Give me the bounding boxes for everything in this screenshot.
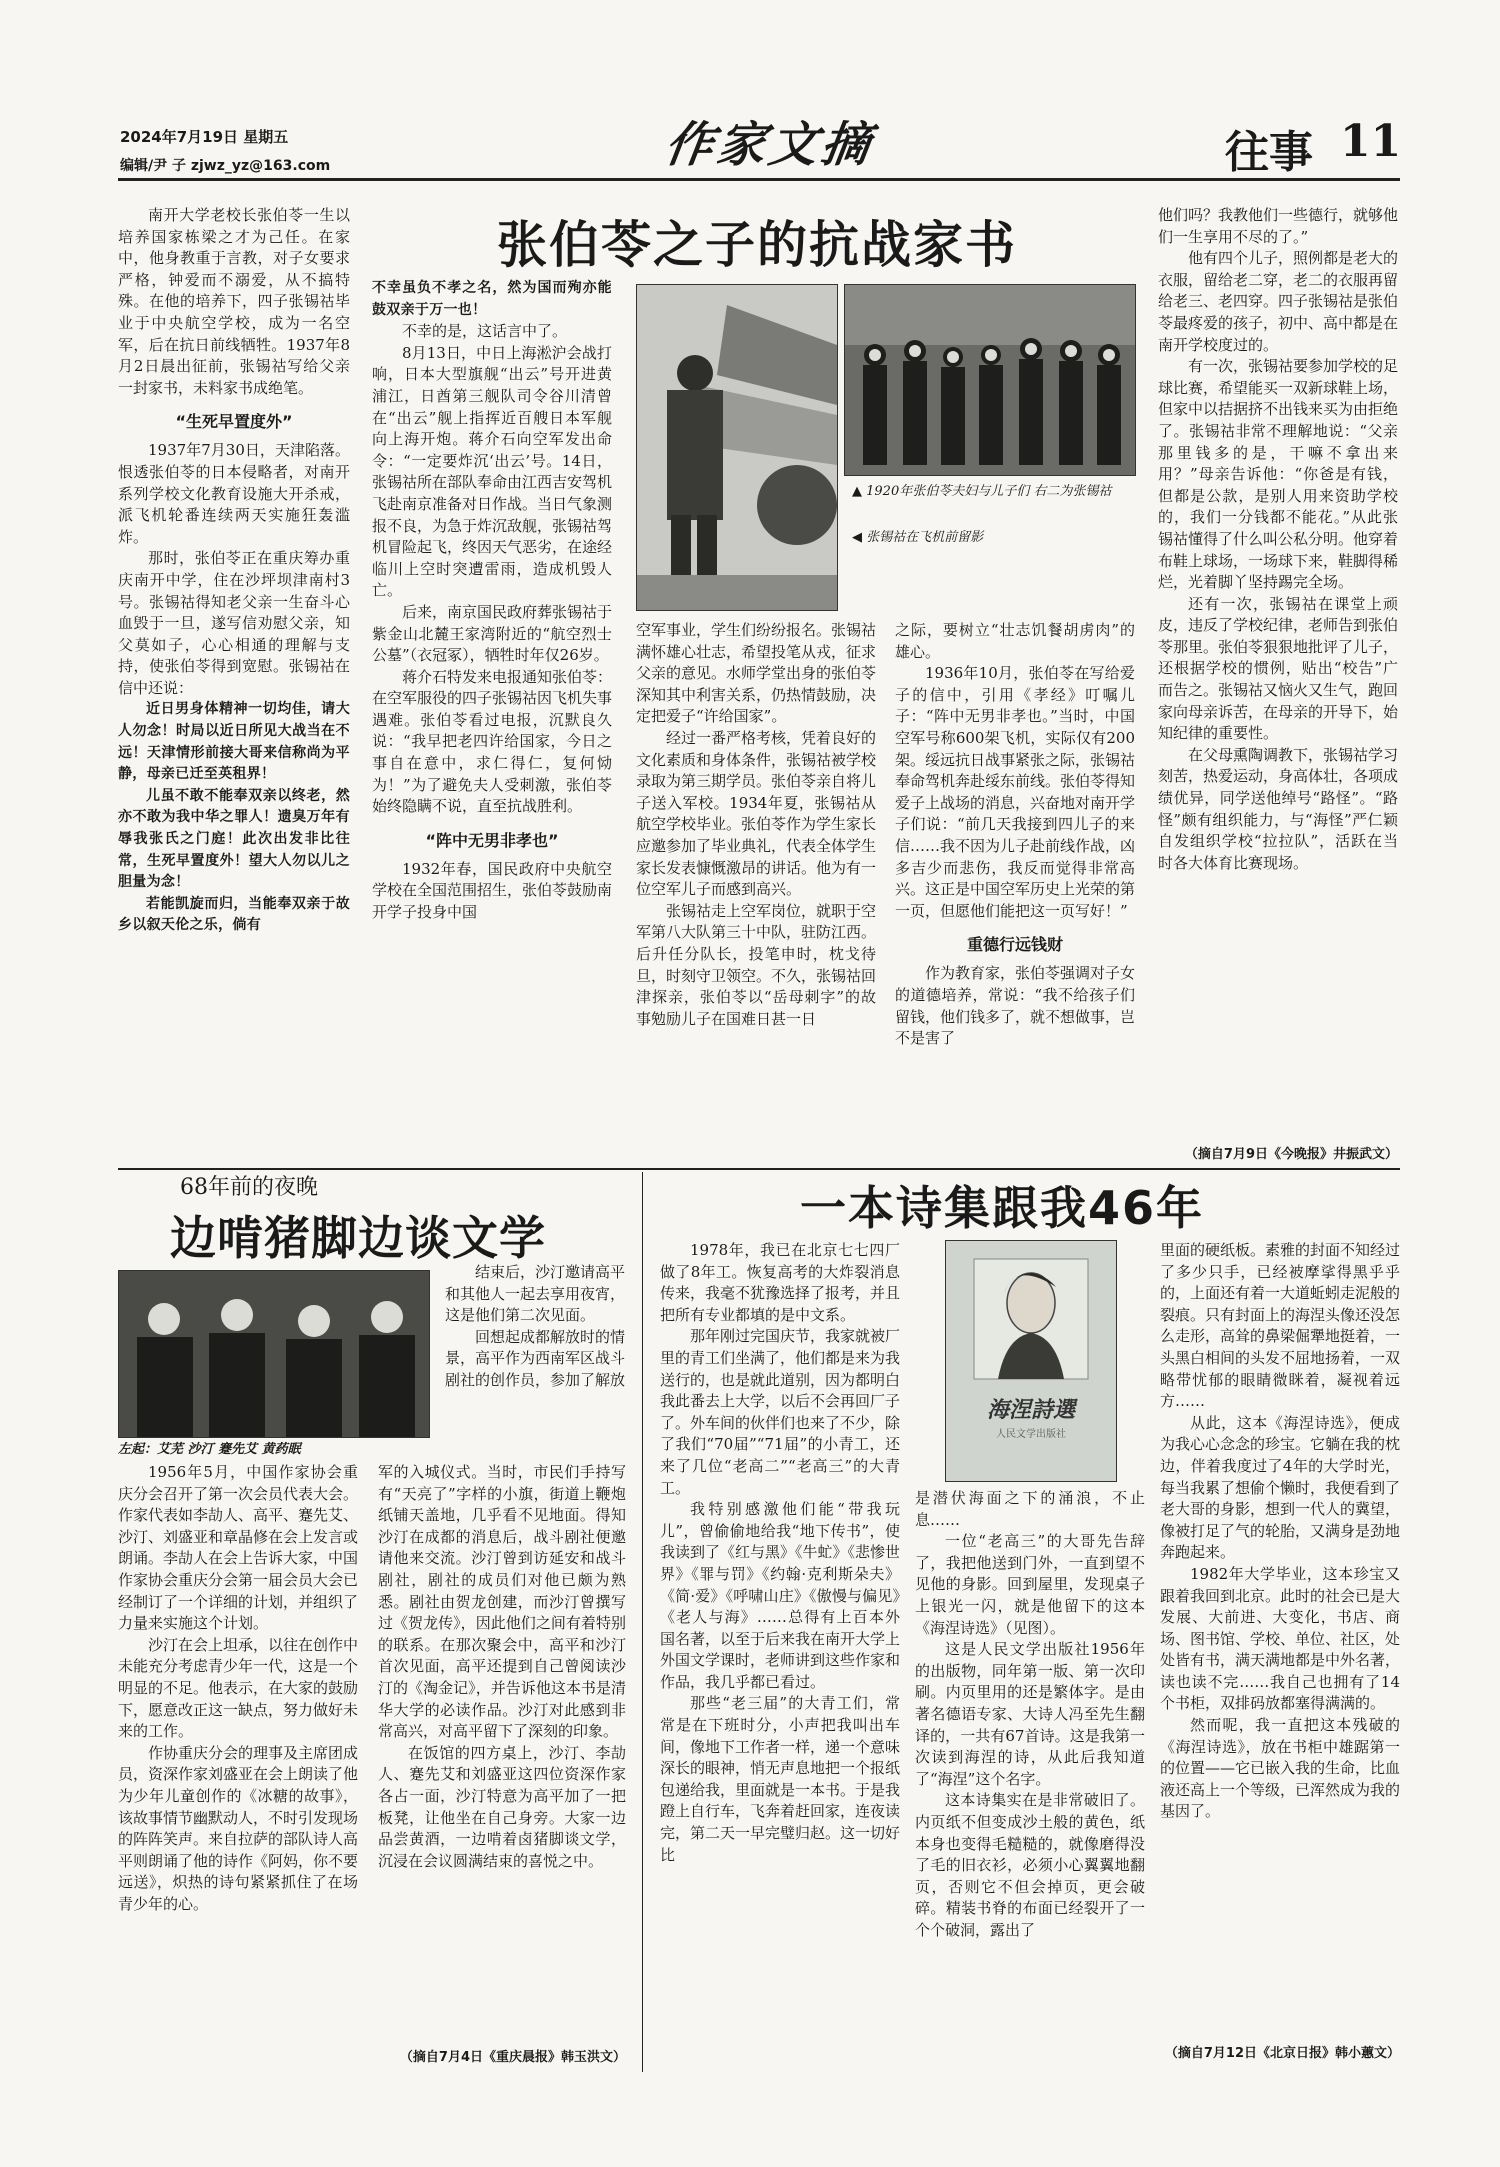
subheading: “生死早置度外” <box>175 412 293 432</box>
book-cover-heine <box>945 1240 1117 1482</box>
book-title: 海涅詩選 <box>986 1397 1075 1423</box>
article2-kicker: 68年前的夜晚 <box>180 1175 318 1200</box>
header-rule <box>118 178 1400 181</box>
photo-family-1920 <box>844 284 1136 476</box>
article2-col-right-top: 结束后，沙汀邀请高平和其他人一起去享用夜宵，这是他们第二次见面。 回想起成都解放时的情景，高平作为西南军区战斗剧社的创作员，参加了解放 <box>445 1263 625 1389</box>
photo-pilot-by-plane <box>636 284 838 611</box>
header-date: 2024年7月19日 星期五 <box>120 128 289 146</box>
photo-caption-writers: 左起：艾芜 沙汀 蹇先艾 黄药眠 <box>118 1442 301 1457</box>
article2-col2: 军的入城仪式。当时，市民们手持写有“天亮了”字样的小旗，街道上鞭炮纸铺天盖地，几乎看不见地面。得知沙汀在成都的消息后，战斗剧社便邀请他来交流。沙汀曾到访延安和战斗剧社，剧社的成员们对他已颇为熟悉。剧社由贺龙创建，而沙汀曾撰写过《贺龙传》，因此他们之间有着特别的联系。在那次聚会中，高平和沙汀首次见面，高平还提到自己曾阅读沙汀的《淘金记》，并告诉他这本书是清华大学的必读作品。沙汀对此感到非常高兴，对高平留下了深刻的印象。 在饭馆的四方桌上，沙汀、李劼人、蹇先艾和刘盛亚这四位资深作家各占一面，沙汀特意为高平加了一把板凳，让他坐在自己身旁。大家一边品尝黄酒，一边啃着卤猪脚谈文学，沉浸在会议圆满结束的喜悦之中。 <box>378 1463 626 1870</box>
article3-title: 一本诗集跟我46年 <box>800 1181 1205 1235</box>
article3-col1: 1978年，我已在北京七七四厂做了8年工。恢复高考的大炸裂消息传来，我毫不犹豫选择了报考，并且把所有专业都填的是中文系。 那年刚过完国庆节，我家就被厂里的青工们坐满了，他们都是来为我送行的，也是就此道别，因为都明白我此番去上大学，以后不会再回厂子了。外车间的伙伴们也来了不少，除了我们“70届”“71届”的小青工，还来了几位“老高二”“老高三”的大青工。 我特别感激他们能“带我玩儿”，曾偷偷地给我“地下传书”，使我读到了《红与黑》《牛虻》《悲惨世界》《罪与罚》《约翰·克利斯朵夫》《简·爱》《呼啸山庄》《傲慢与偏见》《老人与海》……总得有上百本外国名著，以至于后来我在南开大学上外国文学课时，老师讲到这些作家和作品，我几乎都已看过。 那些“老三届”的大青工们，常常是在下班时分，小声把我叫出车间，像地下工作者一样，递一个意味深长的眼神，悄无声息地把一个报纸包递给我，里面就是一本书。于是我蹬上自行车，飞奔着赶回家，连夜读完，第二天一早完璧归赵。这一切好比 <box>660 1241 900 1864</box>
masthead-logo: 作家文摘 <box>661 117 878 173</box>
photo-writers-1956 <box>118 1270 430 1438</box>
article3-source: （摘自7月12日《北京日报》韩小蕙文） <box>1164 2046 1400 2061</box>
photo-caption-pilot: ◀ 张锡祜在飞机前留影 <box>852 530 984 545</box>
book-publisher: 人民文学出版社 <box>996 1429 1066 1440</box>
header-editor: 编辑/尹 子 zjwz_yz@163.com <box>120 158 331 174</box>
photo-caption-family: ▲ 1920年张伯苓夫妇与儿子们 右二为张锡祜 <box>852 484 1112 499</box>
article3-col2: 是潜伏海面之下的涌浪，不止息…… 一位“老高三”的大哥先告辞了，我把他送到门外，一直到望不见他的身影。回到屋里，发现桌子上银光一闪，就是他留下的这本《海涅诗选》（见图）。 这是人民文学出版社1956年的出版物，同年第一版、第一次印刷。内页里用的还是繁体字。是由著名德语专家、大诗人冯至先生翻译的，一共有67首诗。这是我第一次读到海涅的诗，从此后我知道了“海涅”这个名字。 这本诗集实在是非常破旧了。内页纸不但变成沙土般的黄色，纸本身也变得毛糙糙的，就像磨得没了毛的旧衣衫，必须小心翼翼地翻页，否则它不但会掉页，更会破碎。精装书脊的布面已经裂开了一个个破洞，露出了 <box>915 1489 1145 1939</box>
article2-col1: 1956年5月，中国作家协会重庆分会召开了第一次会员代表大会。作家代表如李劼人、高平、蹇先艾、沙汀、刘盛亚和章晶修在会上发言或朗诵。李劼人在会上告诉大家，中国作家协会重庆分会第一届会员大会已经制订了一个详细的计划，并组织了力量来实施这个计划。 沙汀在会上坦承，以往在创作中未能充分考虑青少年一代，这是一个明显的不足。他表示，在大家的鼓励下，愿意改正这一缺点，努力做好未来的工作。 作协重庆分会的理事及主席团成员，资深作家刘盛亚在会上朗读了他为少年儿童创作的《冰糖的故事》，该故事情节幽默动人，不时引发现场的阵阵笑声。来自拉萨的部队诗人高平则朗诵了他的诗作《阿妈，你不要远送》，炽热的诗句紧紧抓住了在场青少年的心。 <box>118 1463 358 1913</box>
article1-col4: 之际，要树立“壮志饥餐胡虏肉”的雄心。 1936年10月，张伯苓在写给爱子的信中，引用《孝经》叮嘱儿子：“阵中无男非孝也。”当时，中国空军号称600架飞机，实际仅有200架。绥远抗日战事紧张之际，张锡祜奉命驾机奔赴绥东前线。张伯苓得知爱子上战场的消息，兴奋地对南开学子们说：“前几天我接到四儿子的来信……我不因为儿子赴前线作战，凶多吉少而悲伤，我反而觉得非常高兴。这正是中国空军历史上光荣的第一页，但愿他们能把这一页写好！” 重德行远钱财 作为教育家，张伯苓强调对子女的道德培养，常说：“我不给孩子们留钱，他们钱多了，就不想做事，岂不是害了 <box>895 621 1135 1048</box>
subheading: 重德行远钱财 <box>966 935 1063 955</box>
article1-col5: 他们吗？我教他们一些德行，就够他们一生享用不尽的了。” 他有四个儿子，照例都是老大的衣服，留给老二穿，老二的衣服再留给老三、老四穿。四子张锡祜是张伯苓最疼爱的孩子，初中、高中都是在南开学校度过的。 有一次，张锡祜要参加学校的足球比赛，希望能买一双新球鞋上场，但家中以拮据挤不出钱来买为由拒绝了。张锡祜非常不理解地说：“父亲那里钱多的是，干嘛不拿出来用？”母亲告诉他：“你爸是有钱，但都是公款，是别人用来资助学校的，我们一分钱都不能花。”从此张锡祜懂得了什么叫公私分明。他穿着布鞋上球场，一场球下来，鞋脚得稀烂，光着脚丫坚持踢完全场。 还有一次，张锡祜在课堂上顽皮，违反了学校纪律，老师告到张伯苓那里。张伯苓狠狠地批评了儿子，还根据学校的惯例，贴出“校告”广而告之。张锡祜又恼火又生气，跑回家向母亲诉苦，在母亲的开导下，始知纪律的重要性。 在父母熏陶调教下，张锡祜学习刻苦，热爱运动，身高体壮，各项成绩优异，同学送他绰号“路怪”。“路怪”颇有组织能力，与“海怪”严仁颖自发组织学校“拉拉队”，活跃在当时各大体育比赛现场。 <box>1158 206 1398 872</box>
article1-source: （摘自7月9日《今晚报》井振武文） <box>1184 1147 1398 1162</box>
article2-source: （摘自7月4日《重庆晨报》韩玉洪文） <box>399 2050 626 2065</box>
divider-vertical <box>642 1172 643 2072</box>
article3-col3: 里面的硬纸板。素雅的封面不知经过了多少只手，已经被摩挲得黑乎乎的，上面还有着一大道蚯蚓走泥般的裂痕。只有封面上的海涅头像还没怎么走形，高耸的鼻梁倔犟地挺着，一头黑白相间的头发不屈地扬着，一双略带忧郁的眼睛微眯着，凝视着远方…… 从此，这本《海涅诗选》，便成为我心心念念的珍宝。它躺在我的枕边，伴着我度过了4年的大学时光，每当我累了想偷个懒时，我便看到了老大哥的身影，想到一代人的冀望，像被打足了气的轮胎，又满身是劲地奔跑起来。 1982年大学毕业，这本珍宝又跟着我回到北京。此时的社会已是大发展、大前进、大变化，书店、商场、图书馆、学校、单位、社区，处处皆有书，满天满地都是中外名著，读也读不完……我自己也拥有了14个书柜，双排码放都塞得满满的。 然而呢，我一直把这本残破的《海涅诗选》，放在书柜中雄踞第一的位置——它已嵌入我的生命，比血液还高上一个等级，已浑然成为我的基因了。 <box>1160 1241 1400 1821</box>
article2-title: 边啃猪脚边谈文学 <box>170 1211 546 1265</box>
article1-col2: 不幸虽负不孝之名，然为国而殉亦能鼓双亲于万一也！ 不幸的是，这话言中了。 8月13日，中日上海淞沪会战打响，日本大型旗舰“出云”号开进黄浦江，日酋第三舰队司令谷川清曾在“出云”舰上指挥近百艘日本军舰向上海开炮。蒋介石向空军发出命令：“一定要炸沉‘出云’号。14日，张锡祜所在部队奉命由江西吉安驾机飞赴南京准备对日作战。当日气象测报不良，为急于炸沉敌舰，张锡祜驾机冒险起飞，终因天气恶劣，在途经临川上空时突遭雷雨，造成机毁人亡。 后来，南京国民政府葬张锡祜于紫金山北麓王家湾附近的“航空烈士公墓”（衣冠冢），牺牲时年仅26岁。 蒋介石特发来电报通知张伯苓：在空军服役的四子张锡祜因飞机失事遇难。张伯苓看过电报，沉默良久说：“我早把老四许给国家，今日之事自在意中，求仁得仁，复何恸为！”为了避免夫人受刺激，张伯苓始终隐瞒不说，直至抗战胜利。 “阵中无男非孝也” 1932年春，国民政府中央航空学校在全国范围招生，张伯苓鼓励南开学子投身中国 <box>372 280 612 922</box>
article1-title: 张伯苓之子的抗战家书 <box>497 216 1017 274</box>
article1-col3: 空军事业，学生们纷纷报名。张锡祜满怀雄心壮志，希望投笔从戎，征求父亲的意见。水师学堂出身的张伯苓深知其中利害关系，仍热情鼓励，决定把爱子“许给国家”。 经过一番严格考核，凭着良好的文化素质和身体条件，张锡祜被学校录取为第三期学员。张伯苓亲自将儿子送入军校。1934年夏，张锡祜从航空学校毕业。张伯苓作为学生家长应邀参加了毕业典礼，代表全体学生家长发表慷慨激昂的讲话。他为有一位空军儿子而感到高兴。 张锡祜走上空军岗位，就职于空军第八大队第三十中队，驻防江西。后升任分队长，投笔申时，枕戈待旦，时刻守卫领空。不久，张锡祜回津探亲，张伯苓以“岳母刺字”的故事勉励儿子在国难日甚一日 <box>636 621 876 1028</box>
section-name: 往事 <box>1225 127 1313 178</box>
subheading: “阵中无男非孝也” <box>425 830 559 850</box>
page-number: 11 <box>1340 116 1402 167</box>
article1-col1: 南开大学老校长张伯苓一生以培养国家栋梁之才为己任。在家中，他身教重于言教，对子女要求严格，钟爱而不溺爱，从不搞特殊。在他的培养下，四子张锡祜毕业于中央航空学校，成为一名空军，后在抗日前线牺牲。1937年8月2日晨出征前，张锡祜写给父亲一封家书，未料家书成绝笔。 “生死早置度外” 1937年7月30日，天津陷落。恨透张伯苓的日本侵略者，对南开系列学校文化教育设施大开杀戒，派飞机轮番连续两天实施狂轰滥炸。 那时，张伯苓正在重庆筹办重庆南开中学，住在沙坪坝津南村3号。张锡祜得知老父亲一生奋斗心血毁于一旦，遂写信劝慰父亲，知父莫如子，心心相通的理解与支持，使张伯苓得到宽慰。张锡祜在信中还说： 近日男身体精神一切均佳，请大人勿念！时局以近日所见大战当在不远！天津情形前接大哥来信称尚为平静，母亲已迁至英租界！ 儿虽不敢不能奉双亲以终老，然亦不敢为我中华之罪人！遗臭万年有辱我张氏之门庭！此次出发非比往常，生死早置度外！望大人勿以儿之胆量为念！ 若能凯旋而归，当能奉双亲于故乡以叙天伦之乐，倘有 <box>118 206 350 934</box>
